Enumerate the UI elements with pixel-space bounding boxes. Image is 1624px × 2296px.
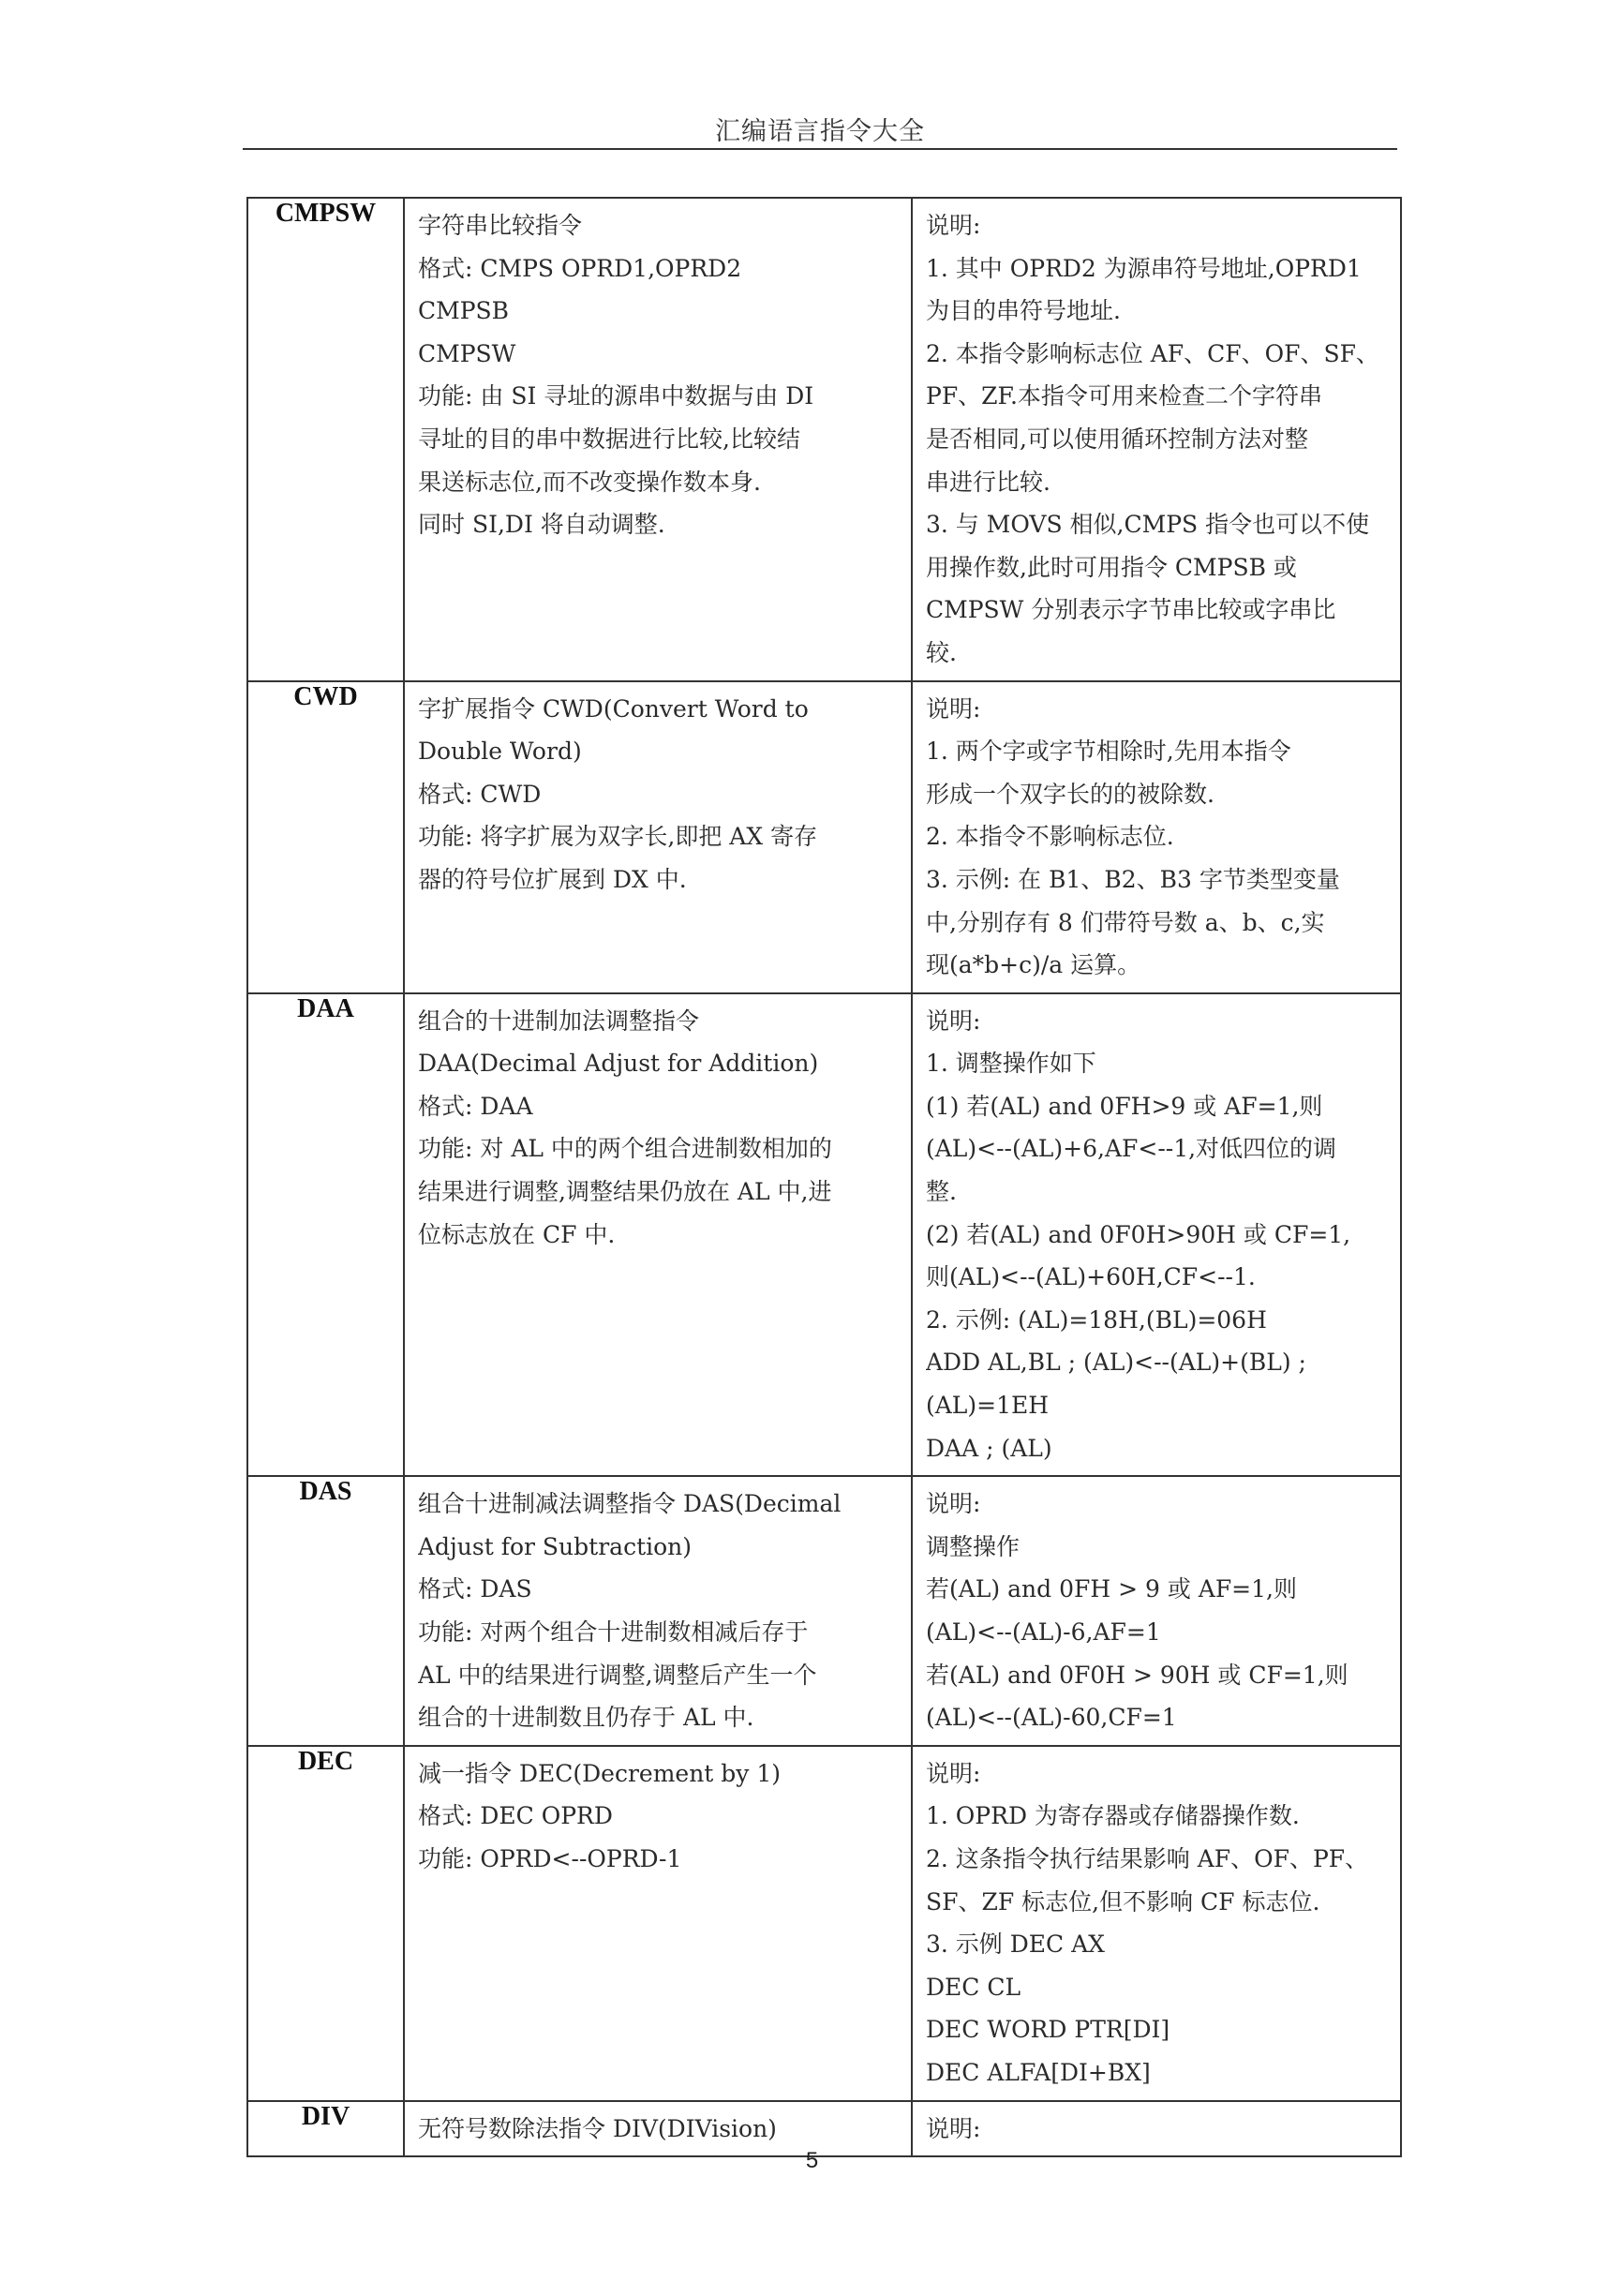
description-line: 格式: CWD [418, 780, 542, 808]
instruction-row [247, 681, 1401, 993]
description-line: 功能: 将字扩展为双字长,即把 AX 寄存 [418, 823, 818, 851]
note-line: DAA ; (AL) [926, 1434, 1052, 1462]
description-line: Double Word) [418, 738, 582, 766]
note-line: 则(AL)<--(AL)+60H,CF<--1. [926, 1263, 1256, 1291]
description-line: 格式: DAA [418, 1092, 533, 1120]
description-line: CMPSB [418, 297, 510, 325]
page-header-title: 汇编语言指令大全 [715, 117, 925, 146]
note-line: (AL)<--(AL)-6,AF=1 [926, 1618, 1161, 1646]
description-line: 格式: DAS [418, 1575, 532, 1603]
description-line: 结果进行调整,调整结果仍放在 AL 中,进 [418, 1178, 832, 1206]
note-line: DEC ALFA[DI+BX] [926, 2058, 1151, 2086]
note-line: 若(AL) and 0FH > 9 或 AF=1,则 [926, 1575, 1297, 1603]
description-line: 功能: 对两个组合十进制数相减后存于 [418, 1618, 809, 1646]
note-line: 整. [926, 1178, 957, 1206]
instruction-row [247, 198, 1401, 681]
instruction-description-cell [404, 1746, 912, 2101]
note-line: CMPSW 分别表示字节串比较或字串比 [926, 596, 1336, 624]
instruction-description-cell [404, 681, 912, 993]
note-line: (AL)<--(AL)+6,AF<--1,对低四位的调 [926, 1135, 1337, 1163]
description-line: 格式: DEC OPRD [418, 1802, 613, 1830]
note-line: 形成一个双字长的的被除数. [926, 780, 1214, 808]
instruction-description-cell [404, 993, 912, 1477]
note-line: (AL)<--(AL)-60,CF=1 [926, 1704, 1177, 1732]
description-line: 组合十进制减法调整指令 DAS(Decimal [418, 1490, 842, 1518]
note-line: 用操作数,此时可用指令 CMPSB 或 [926, 553, 1297, 581]
note-line: 2. 本指令影响标志位 AF、CF、OF、SF、 [926, 339, 1379, 367]
description-line: 同时 SI,DI 将自动调整. [418, 511, 665, 539]
note-line: 说明: [926, 212, 981, 239]
note-line: 为目的串符号地址. [926, 297, 1121, 325]
instruction-row [247, 1476, 1401, 1746]
note-line: 1. 其中 OPRD2 为源串符号地址,OPRD1 [926, 254, 1362, 282]
note-line: 中,分别存有 8 们带符号数 a、b、c,实 [926, 908, 1325, 936]
header-divider [243, 148, 1397, 150]
description-line: 字符串比较指令 [418, 212, 583, 239]
note-line: 说明: [926, 2114, 981, 2142]
note-line: (2) 若(AL) and 0F0H>90H 或 CF=1, [926, 1220, 1351, 1248]
note-line: 3. 示例 DEC AX [926, 1931, 1105, 1959]
instruction-row [247, 993, 1401, 1477]
note-line: ADD AL,BL ; (AL)<--(AL)+(BL) ; [926, 1349, 1306, 1377]
note-line: 调整操作 [926, 1532, 1021, 1560]
note-line: DEC CL [926, 1973, 1021, 2001]
instruction-description-cell [404, 1476, 912, 1746]
description-line: AL 中的结果进行调整,调整后产生一个 [418, 1661, 817, 1689]
instruction-notes-cell [912, 681, 1401, 993]
note-line: 1. OPRD 为寄存器或存储器操作数. [926, 1802, 1300, 1830]
instruction-notes-cell [912, 1476, 1401, 1746]
note-line: 串进行比较. [926, 468, 1050, 496]
description-line: 功能: 由 SI 寻址的源串中数据与由 DI [418, 382, 814, 410]
description-line: Adjust for Subtraction) [418, 1532, 693, 1560]
note-line: 说明: [926, 694, 981, 723]
note-line: PF、ZF.本指令可用来检查二个字符串 [926, 382, 1322, 410]
note-line: (AL)=1EH [926, 1392, 1050, 1420]
instruction-mnemonic: DEC [247, 1746, 404, 2101]
instruction-mnemonic: CWD [247, 681, 404, 993]
description-line: DAA(Decimal Adjust for Addition) [418, 1050, 819, 1078]
description-line: 果送标志位,而不改变操作数本身. [418, 468, 761, 496]
instruction-table [246, 197, 1402, 2157]
note-line: 1. 调整操作如下 [926, 1050, 1096, 1078]
instruction-mnemonic: DAS [247, 1476, 404, 1746]
instruction-mnemonic: DIV [247, 2101, 404, 2157]
note-line: 2. 本指令不影响标志位. [926, 823, 1174, 851]
note-line: 说明: [926, 1490, 981, 1518]
note-line: 是否相同,可以使用循环控制方法对整 [926, 425, 1308, 453]
instruction-row [247, 1746, 1401, 2101]
description-line: 寻址的目的串中数据进行比较,比较结 [418, 425, 800, 453]
instruction-table-body [247, 198, 1401, 2156]
note-line: 1. 两个字或字节相除时,先用本指令 [926, 738, 1291, 766]
instruction-mnemonic: CMPSW [247, 198, 404, 681]
description-line: 无符号数除法指令 DIV(DIVision) [418, 2114, 777, 2142]
description-line: 组合的十进制数且仍存于 AL 中. [418, 1704, 754, 1732]
description-line: CMPSW [418, 339, 516, 367]
note-line: SF、ZF 标志位,但不影响 CF 标志位. [926, 1887, 1320, 1916]
instruction-notes-cell [912, 1746, 1401, 2101]
instruction-mnemonic: DAA [247, 993, 404, 1477]
description-line: 功能: 对 AL 中的两个组合进制数相加的 [418, 1135, 832, 1163]
description-line: 字扩展指令 CWD(Convert Word to [418, 694, 809, 723]
description-line: 格式: CMPS OPRD1,OPRD2 [418, 254, 742, 282]
note-line: 较. [926, 638, 957, 666]
note-line: DEC WORD PTR[DI] [926, 2016, 1170, 2044]
note-line: 说明: [926, 1759, 981, 1787]
instruction-description-cell [404, 198, 912, 681]
description-line: 减一指令 DEC(Decrement by 1) [418, 1759, 782, 1787]
description-line: 器的符号位扩展到 DX 中. [418, 865, 687, 893]
instruction-notes-cell [912, 198, 1401, 681]
note-line: 2. 这条指令执行结果影响 AF、OF、PF、 [926, 1844, 1369, 1872]
note-line: 现(a*b+c)/a 运算。 [926, 951, 1141, 979]
note-line: 2. 示例: (AL)=18H,(BL)=06H [926, 1305, 1267, 1334]
page-number: 5 [805, 2148, 819, 2173]
instruction-notes-cell [912, 993, 1401, 1477]
description-line: 位标志放在 CF 中. [418, 1220, 616, 1248]
note-line: 3. 示例: 在 B1、B2、B3 字节类型变量 [926, 865, 1340, 893]
note-line: 3. 与 MOVS 相似,CMPS 指令也可以不使 [926, 511, 1370, 539]
note-line: 说明: [926, 1006, 981, 1035]
note-line: 若(AL) and 0F0H > 90H 或 CF=1,则 [926, 1661, 1348, 1689]
note-line: (1) 若(AL) and 0FH>9 或 AF=1,则 [926, 1092, 1323, 1120]
description-line: 功能: OPRD<--OPRD-1 [418, 1844, 682, 1872]
description-line: 组合的十进制加法调整指令 [418, 1006, 700, 1035]
